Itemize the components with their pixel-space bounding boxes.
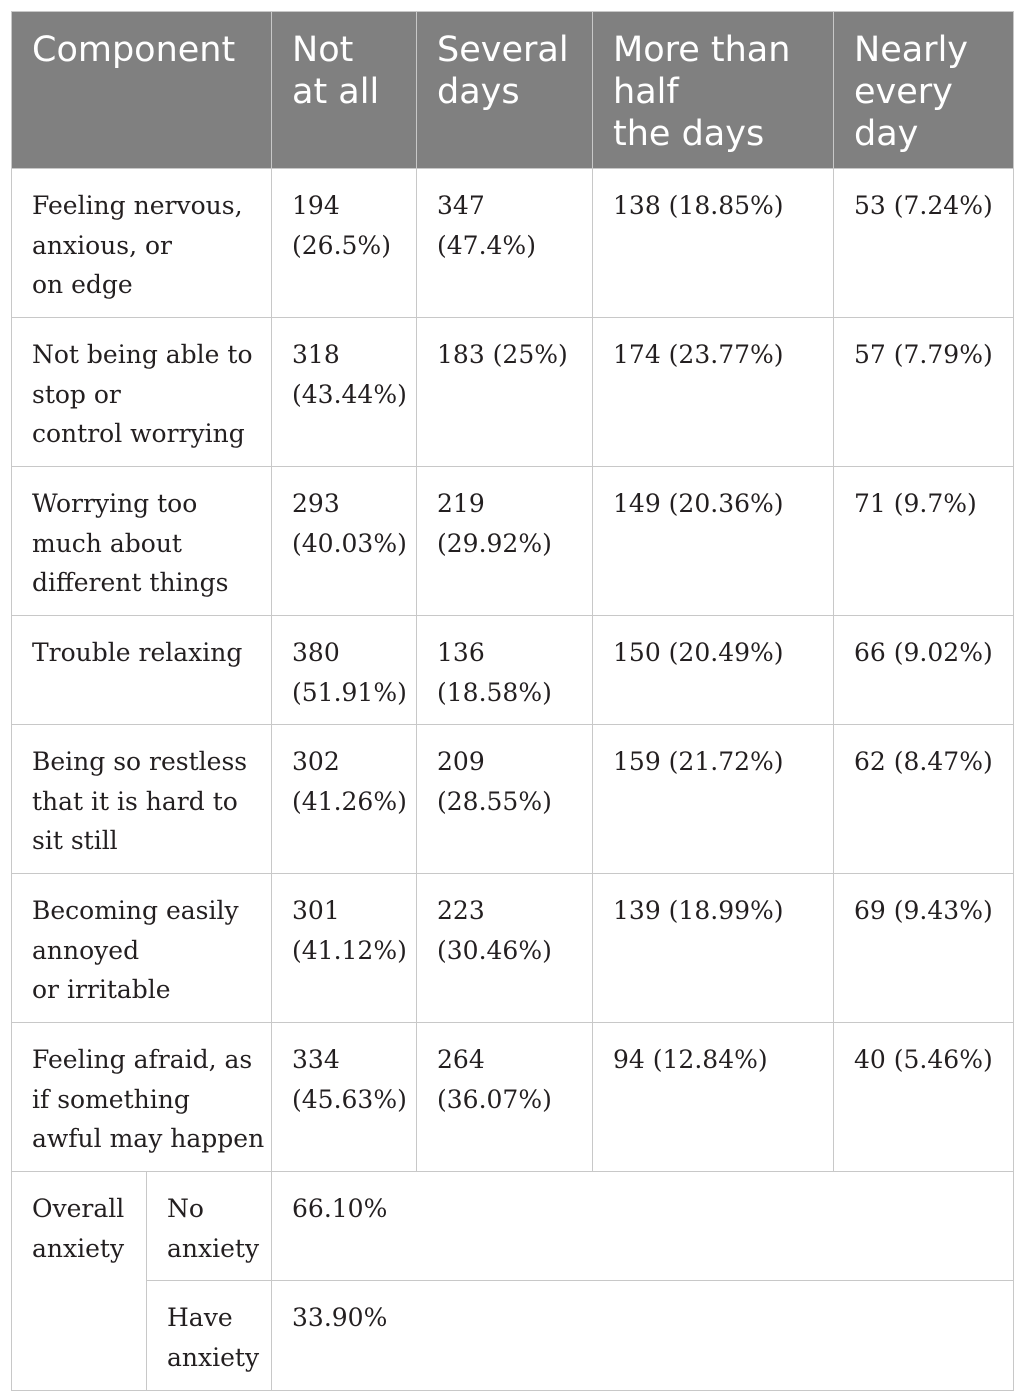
cell-text-line: anxiety bbox=[167, 1342, 260, 1372]
cell-text-line: or irritable bbox=[32, 975, 171, 1004]
table-body bbox=[12, 169, 1014, 1172]
header-more-than-half bbox=[593, 12, 834, 169]
cell-text-line: (51.91%) bbox=[292, 677, 407, 707]
several-days-cell bbox=[417, 616, 593, 725]
header-nearly-every-day bbox=[834, 12, 1014, 169]
table-row bbox=[12, 1023, 1014, 1172]
more-than-half-cell bbox=[593, 318, 834, 467]
table-row bbox=[12, 467, 1014, 616]
cell-text-line: 380 bbox=[292, 638, 340, 667]
nearly-every-day-cell bbox=[834, 616, 1014, 725]
cell-text-line: 318 bbox=[292, 340, 340, 369]
cell-text-line: (40.03%) bbox=[292, 528, 407, 558]
cell-text-line: the days bbox=[613, 114, 765, 154]
cell-text-line: 62 (8.47%) bbox=[854, 747, 993, 776]
component-cell bbox=[12, 467, 272, 616]
cell-text-line: Being so restless bbox=[32, 747, 248, 776]
cell-text-line: days bbox=[437, 72, 520, 112]
cell-text-line: (36.07%) bbox=[437, 1084, 552, 1114]
more-than-half-cell bbox=[593, 169, 834, 318]
not-at-all-cell bbox=[272, 169, 417, 318]
component-cell bbox=[12, 616, 272, 725]
cell-text-line: at all bbox=[292, 72, 380, 112]
overall-row-have-anxiety bbox=[12, 1281, 1014, 1391]
cell-text-line: 347 bbox=[437, 191, 485, 220]
cell-text-line: 194 bbox=[292, 191, 340, 220]
header-row bbox=[12, 12, 1014, 169]
nearly-every-day-cell bbox=[834, 318, 1014, 467]
no-anxiety-label bbox=[147, 1172, 272, 1281]
cell-text-line: 334 bbox=[292, 1045, 340, 1074]
more-than-half-cell bbox=[593, 616, 834, 725]
cell-text-line: anxious, or bbox=[32, 230, 172, 260]
cell-text-line: 209 bbox=[437, 747, 485, 776]
cell-text-line: (26.5%) bbox=[292, 230, 391, 260]
several-days-cell bbox=[417, 725, 593, 874]
more-than-half-cell bbox=[593, 1023, 834, 1172]
cell-text-line: (45.63%) bbox=[292, 1084, 407, 1114]
overall-row-no-anxiety bbox=[12, 1172, 1014, 1281]
cell-text-line: Not bbox=[292, 30, 354, 70]
cell-text-line: 69 (9.43%) bbox=[854, 896, 993, 925]
no-anxiety-value: 66.10% bbox=[272, 1172, 1014, 1281]
cell-text-line: 66 (9.02%) bbox=[854, 638, 993, 667]
header-component bbox=[12, 12, 272, 169]
cell-text-line: anxiety bbox=[32, 1233, 125, 1263]
cell-text-line: (28.55%) bbox=[437, 786, 552, 816]
cell-text-line: Feeling nervous, bbox=[32, 191, 243, 220]
several-days-cell bbox=[417, 318, 593, 467]
cell-text-line: 149 (20.36%) bbox=[613, 489, 784, 518]
cell-text-line: awful may happen bbox=[32, 1124, 265, 1153]
header-not-at-all bbox=[272, 12, 417, 169]
cell-text-line: on edge bbox=[32, 270, 133, 299]
cell-text-line: control worrying bbox=[32, 419, 245, 448]
cell-text-line: Trouble relaxing bbox=[32, 638, 243, 667]
not-at-all-cell bbox=[272, 1023, 417, 1172]
cell-text-line: 223 bbox=[437, 896, 485, 925]
cell-text-line: Worrying too bbox=[32, 489, 198, 518]
cell-text-line: (47.4%) bbox=[437, 230, 536, 260]
cell-text-line: (43.44%) bbox=[292, 379, 407, 409]
cell-text-line: 136 bbox=[437, 638, 485, 667]
table-row bbox=[12, 616, 1014, 725]
not-at-all-cell bbox=[272, 616, 417, 725]
cell-text-line: Component bbox=[32, 30, 236, 70]
more-than-half-cell bbox=[593, 725, 834, 874]
component-cell bbox=[12, 318, 272, 467]
several-days-cell bbox=[417, 169, 593, 318]
cell-text-line: (18.58%) bbox=[437, 677, 552, 707]
cell-text-line: 293 bbox=[292, 489, 340, 518]
cell-text-line: (30.46%) bbox=[437, 935, 552, 965]
cell-text-line: 57 (7.79%) bbox=[854, 340, 993, 369]
several-days-cell bbox=[417, 467, 593, 616]
cell-text-line: No bbox=[167, 1194, 204, 1223]
overall-anxiety-label bbox=[12, 1172, 147, 1391]
cell-text-line: (41.26%) bbox=[292, 786, 407, 816]
cell-text-line: 138 (18.85%) bbox=[613, 191, 784, 220]
cell-text-line: Becoming easily bbox=[32, 896, 239, 925]
nearly-every-day-cell bbox=[834, 1023, 1014, 1172]
cell-text-line: 302 bbox=[292, 747, 340, 776]
cell-text-line: 183 (25%) bbox=[437, 340, 568, 369]
nearly-every-day-cell bbox=[834, 725, 1014, 874]
cell-text-line: Have bbox=[167, 1303, 233, 1332]
cell-text-line: 94 (12.84%) bbox=[613, 1045, 768, 1074]
cell-text-line: (29.92%) bbox=[437, 528, 552, 558]
not-at-all-cell bbox=[272, 318, 417, 467]
cell-text-line: sit still bbox=[32, 826, 118, 855]
cell-text-line: Nearly bbox=[854, 30, 969, 70]
cell-text-line: annoyed bbox=[32, 935, 140, 965]
cell-text-line: 53 (7.24%) bbox=[854, 191, 993, 220]
cell-text-line: different things bbox=[32, 568, 229, 597]
cell-text-line: Overall bbox=[32, 1194, 125, 1223]
have-anxiety-value: 33.90% bbox=[272, 1281, 1014, 1391]
cell-text-line: 139 (18.99%) bbox=[613, 896, 784, 925]
overall-anxiety-section bbox=[12, 1172, 1014, 1391]
nearly-every-day-cell bbox=[834, 874, 1014, 1023]
header-several-days bbox=[417, 12, 593, 169]
component-cell bbox=[12, 1023, 272, 1172]
cell-text-line: Feeling afraid, as bbox=[32, 1045, 253, 1074]
cell-text-line: day bbox=[854, 114, 919, 154]
component-cell bbox=[12, 874, 272, 1023]
more-than-half-cell bbox=[593, 874, 834, 1023]
several-days-cell bbox=[417, 1023, 593, 1172]
nearly-every-day-cell bbox=[834, 169, 1014, 318]
table-row bbox=[12, 725, 1014, 874]
cell-text-line: 174 (23.77%) bbox=[613, 340, 784, 369]
not-at-all-cell bbox=[272, 467, 417, 616]
more-than-half-cell bbox=[593, 467, 834, 616]
gad7-results-table bbox=[11, 11, 1014, 1391]
cell-text-line: much about bbox=[32, 528, 182, 558]
cell-text-line: 264 bbox=[437, 1045, 485, 1074]
component-cell bbox=[12, 169, 272, 318]
cell-text-line: 150 (20.49%) bbox=[613, 638, 784, 667]
cell-text-line: 219 bbox=[437, 489, 485, 518]
table-row bbox=[12, 169, 1014, 318]
cell-text-line: (41.12%) bbox=[292, 935, 407, 965]
cell-text-line: 301 bbox=[292, 896, 340, 925]
not-at-all-cell bbox=[272, 874, 417, 1023]
cell-text-line: anxiety bbox=[167, 1233, 260, 1263]
cell-text-line: stop or bbox=[32, 379, 121, 409]
cell-text-line: Several bbox=[437, 30, 569, 70]
cell-text-line: 71 (9.7%) bbox=[854, 489, 977, 518]
cell-text-line: that it is hard to bbox=[32, 786, 238, 816]
table-row bbox=[12, 318, 1014, 467]
cell-text-line: 40 (5.46%) bbox=[854, 1045, 993, 1074]
several-days-cell bbox=[417, 874, 593, 1023]
component-cell bbox=[12, 725, 272, 874]
nearly-every-day-cell bbox=[834, 467, 1014, 616]
not-at-all-cell bbox=[272, 725, 417, 874]
cell-text-line: More than bbox=[613, 30, 791, 70]
cell-text-line: half bbox=[613, 72, 679, 112]
cell-text-line: Not being able to bbox=[32, 340, 253, 369]
cell-text-line: 159 (21.72%) bbox=[613, 747, 784, 776]
have-anxiety-label bbox=[147, 1281, 272, 1391]
cell-text-line: every bbox=[854, 72, 953, 112]
cell-text-line: if something bbox=[32, 1084, 190, 1114]
table-row bbox=[12, 874, 1014, 1023]
